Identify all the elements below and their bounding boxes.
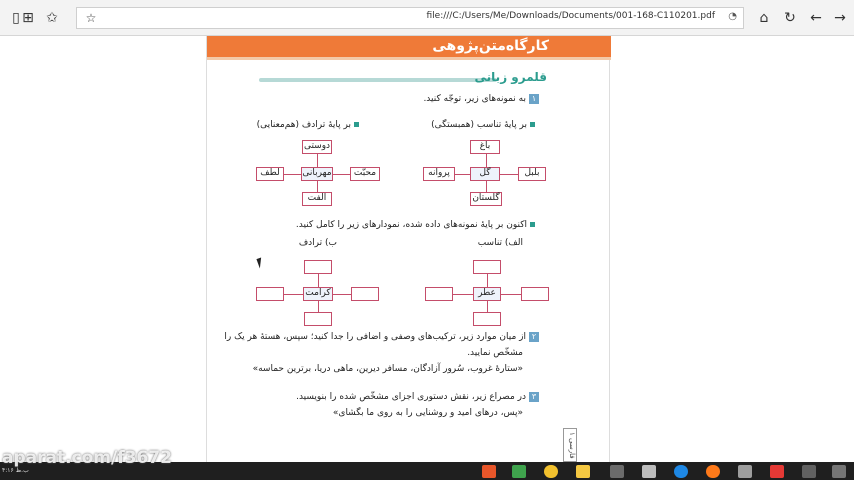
clock: ۴:۱۶ ب.ظ (2, 467, 29, 474)
back-icon[interactable]: ← (810, 10, 822, 26)
bullet-icon (530, 222, 535, 227)
refresh-icon[interactable]: ↻ (784, 10, 796, 26)
folder-icon[interactable] (576, 465, 590, 478)
answer-box-top[interactable] (473, 260, 501, 274)
group-right-label (431, 120, 535, 130)
complete-instruction (296, 220, 535, 230)
favorite-icon[interactable]: ☆ (85, 11, 97, 25)
html-icon[interactable] (482, 465, 496, 478)
notepad-icon[interactable] (512, 465, 526, 478)
media-icon[interactable] (770, 465, 784, 478)
browser-toolbar (0, 0, 854, 36)
home-icon[interactable]: ⌂ (759, 10, 769, 26)
answer-box-bottom[interactable] (304, 312, 332, 326)
pdf-page (206, 36, 610, 462)
answer-box-left[interactable] (256, 287, 284, 301)
page-side-tab: فارسی ۱ (563, 428, 577, 462)
forward-icon[interactable]: → (834, 10, 846, 26)
settings-icon[interactable] (738, 465, 752, 478)
firefox-icon[interactable] (706, 465, 720, 478)
diagram-box-bottom: الفت (302, 192, 332, 206)
question-2-line2: مشخّص نمایید. (467, 348, 523, 358)
section-divider (259, 78, 497, 82)
url-text[interactable]: file:///C:/Users/Me/Downloads/Documents/001-168-C110201.pdf (426, 11, 715, 21)
question-3-quote: «پس، درهای امید و روشنایی را به روی ما بگشای» (332, 408, 523, 418)
chrome-icon[interactable] (544, 465, 558, 478)
diagram-box-top: باغ (470, 140, 500, 154)
reading-view-icon[interactable]: ▯ (12, 10, 20, 26)
be-label: ب) ترادف (298, 238, 337, 248)
bullet-icon (530, 122, 535, 127)
question-3 (296, 392, 539, 402)
tracking-icon[interactable]: ◔ (728, 11, 737, 22)
diagram-box-center: مهربانی (301, 167, 333, 181)
calculator-icon[interactable] (610, 465, 624, 478)
diagram-box-bottom: گلستان (470, 192, 502, 206)
address-bar[interactable] (76, 7, 744, 29)
pdf-viewer[interactable] (0, 36, 854, 462)
label-text: بر پایهٔ تناسب (همبستگی) (431, 120, 527, 130)
answer-box-bottom[interactable] (473, 312, 501, 326)
question-1 (423, 94, 539, 104)
question-2 (224, 332, 539, 342)
reading-view-icon[interactable]: ⊞ (22, 10, 34, 26)
banner-title: کارگاه‌متن‌پژوهی (432, 38, 549, 54)
page-banner (207, 36, 611, 60)
question-text: از میان موارد زیر، ترکیب‌های وصفی و اضافی را جدا کنید؛ سپس، هستهٔ هر یک را (224, 332, 526, 342)
bullet-icon (354, 122, 359, 127)
question-text: در مصراع زیر، نقش دستوری اجزای مشخّص شده را بنویسید. (296, 392, 526, 402)
answer-box-left[interactable] (425, 287, 453, 301)
question-number: ۳ (529, 392, 539, 402)
section-title: قلمرو زبانی (474, 70, 547, 84)
question-number: ۱ (529, 94, 539, 104)
answer-box-top[interactable] (304, 260, 332, 274)
tray-icon[interactable] (802, 465, 816, 478)
answer-box-right[interactable] (351, 287, 379, 301)
label-text: بر پایهٔ ترادف (هم‌معنایی) (256, 120, 351, 130)
diagram-box-right: محبّت (350, 167, 380, 181)
alef-label: الف) تناسب (477, 238, 523, 248)
question-number: ۲ (529, 332, 539, 342)
question-2-quote: «ستارهٔ غروب، سُرور آزادگان، مسافر دیرین، ماهی دریا، برترین حماسه» (252, 364, 523, 374)
instruction-text: اکنون بر پایهٔ نمونه‌های داده شده، نمودارهای زیر را کامل کنید. (295, 220, 527, 230)
diagram-box-right: بلبل (518, 167, 546, 181)
diagram-box-center: کرامت (303, 287, 333, 301)
group-left-label (257, 120, 359, 130)
tray-icon[interactable] (832, 465, 846, 478)
diagram-box-center: عطر (473, 287, 501, 301)
store-icon[interactable] (642, 465, 656, 478)
watermark: aparat.com/f3672 (2, 448, 172, 468)
diagram-box-left: لطف (256, 167, 284, 181)
diagram-box-center: گل (470, 167, 500, 181)
edge-icon[interactable] (674, 465, 688, 478)
diagram-box-left: پروانه (423, 167, 455, 181)
diagram-box-top: دوستی (302, 140, 332, 154)
answer-box-right[interactable] (521, 287, 549, 301)
favorites-icon[interactable]: ✩ (46, 10, 58, 26)
question-text: به نمونه‌های زیر، توجّه کنید. (423, 94, 526, 104)
